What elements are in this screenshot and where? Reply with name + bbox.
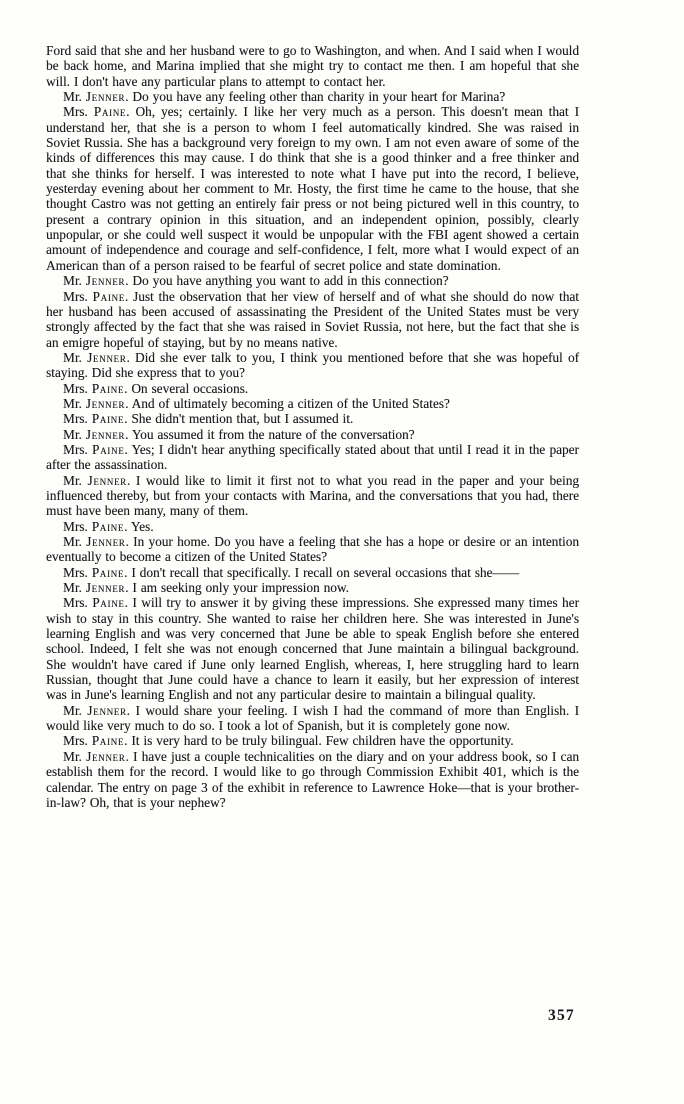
- speaker-label: Mrs. Paine.: [63, 733, 132, 749]
- paragraph-text: It is very hard to be truly bilingual. Few children have the opportunity.: [131, 733, 514, 749]
- paragraph-text: I would share your feeling. I wish I had the command of more than English. I would like very much to do so. I took a lot of Spanish, but it is completely gone now.: [46, 702, 580, 734]
- speaker-prefix: Mr.: [63, 702, 88, 718]
- speaker-name: Paine: [92, 441, 125, 457]
- testimony-paragraph: [46, 427, 579, 442]
- speaker-label: Mrs. Paine.: [63, 288, 134, 304]
- paragraph-text: I will try to answer it by giving these impressions. She expressed many times her wish to stay in this country. She wanted to raise her children here. She was interested in June's learning English and was very concerned that June be able to speak English before she entered school. Indeed, I felt she was not enough concerned that June maintain a bilingual background. She wouldn't have cared if June only learned English, whereas, I, here struggling hard to learn Russian, thought that June could have a chance to learn it easily, but her expression of interest was in June's learning English and not any particular desire to maintain a bilingual quality.: [46, 595, 580, 703]
- paragraph-text: Yes.: [130, 518, 154, 534]
- testimony-text-block: [46, 43, 579, 810]
- speaker-label: Mrs. Paine.: [63, 518, 131, 534]
- testimony-paragraph: [46, 580, 579, 595]
- paragraph-text: I have just a couple technicalities on the diary and on your address book, so I can establish them for the record. I would like to go through Commission Exhibit 401, which is the calendar. The entry on page 3 of the exhibit in reference to Lawrence Hoke—that is your brother-in-law? Oh, that is your nephew?: [46, 748, 580, 810]
- speaker-prefix: Mr.: [63, 472, 88, 488]
- paragraph-text: Ford said that she and her husband were to go to Washington, and when. And I said when I would be back home, and Marina implied that she might try to contact me then. I am hopeful that she will. I don't have any particular plans to attempt to contact her.: [46, 43, 579, 89]
- paragraph-text: Do you have any feeling other than charity in your heart for Marina?: [132, 89, 506, 105]
- speaker-label: Mr. Jenner.: [63, 472, 136, 488]
- paragraph-text: Do you have anything you want to add in this connection?: [132, 273, 449, 289]
- testimony-paragraph: [46, 703, 579, 734]
- testimony-paragraph: [46, 442, 579, 473]
- paragraph-text: I would like to limit it first not to what you read in the paper and your being influenced thereby, but from your contacts with Marina, and the conversations that you had, there must have been many, many of them.: [46, 472, 580, 519]
- speaker-prefix: Mrs.: [63, 518, 92, 534]
- speaker-name: Paine: [91, 411, 125, 427]
- speaker-prefix: Mr.: [63, 426, 86, 442]
- speaker-prefix: Mrs.: [63, 564, 92, 580]
- speaker-name: Jenner: [85, 395, 126, 411]
- testimony-paragraph: [46, 519, 579, 534]
- paragraph-text: And of ultimately becoming a citizen of the United States?: [131, 395, 450, 411]
- speaker-name: Paine: [92, 595, 125, 611]
- speaker-prefix: Mr.: [63, 89, 86, 105]
- speaker-name: Jenner: [86, 534, 126, 549]
- speaker-prefix: Mr.: [63, 349, 88, 365]
- speaker-name: Paine: [91, 733, 125, 749]
- testimony-paragraph: [46, 289, 579, 350]
- speaker-label: Mr. Jenner.: [63, 349, 135, 365]
- speaker-label: Mr. Jenner.: [63, 702, 136, 718]
- paragraph-text: Just the observation that her view of herself and of what she should do now that her husband has been accused of assassinating the President of the United States must be very strongly affected by the fact that she was raised in Soviet Russia, not here, but the fact that she is an emigre hopeful of staying, but by no means native.: [46, 288, 579, 350]
- speaker-name: Jenner: [87, 349, 127, 365]
- speaker-name: Jenner: [85, 273, 126, 289]
- speaker-label: Mr. Jenner.: [63, 395, 132, 411]
- testimony-paragraph: [46, 411, 579, 426]
- speaker-name: Jenner: [85, 89, 126, 105]
- speaker-name: Jenner: [85, 426, 126, 442]
- speaker-prefix: Mrs.: [63, 411, 92, 427]
- paragraph-text: She didn't mention that, but I assumed it.: [131, 411, 354, 427]
- page-number: 357: [548, 1007, 575, 1024]
- speaker-label: Mrs. Paine.: [63, 441, 132, 457]
- testimony-paragraph: [46, 350, 579, 381]
- paragraph-text: Did she ever talk to you, I think you mentioned before that she was hopeful of staying. Did she express that to you?: [46, 349, 580, 381]
- speaker-prefix: Mrs.: [63, 595, 93, 611]
- speaker-label: Mrs. Paine.: [63, 595, 133, 611]
- paragraph-text: Yes; I didn't hear anything specifically stated about that until I read it in the paper after the assassination.: [46, 441, 579, 473]
- testimony-paragraph: [46, 595, 579, 702]
- testimony-paragraph: [46, 273, 579, 288]
- testimony-paragraph: [46, 565, 579, 580]
- speaker-label: Mr. Jenner.: [63, 273, 133, 289]
- speaker-prefix: Mr.: [63, 748, 87, 764]
- speaker-prefix: Mrs.: [63, 441, 93, 457]
- speaker-name: Jenner: [87, 702, 127, 718]
- speaker-prefix: Mr.: [63, 534, 87, 549]
- paragraph-text: Oh, yes; certainly. I like her very much as a person. This doesn't mean that I understand her, that she is a person to whom I feel automatically kindred. She was raised in Soviet Russia. She has a background very foreign to my own. I am not even aware of some of the kinds of differences this may cause. I do think that she is a good thinker and a free thinker and that she thinks for herself. I was interested to note what I have put into the record, I believe, yesterday evening about her comment to Mr. Hosty, the first time he came to the house, that she thought Castro was not getting an entirely fair press or not being pictured well in this country, to present a contrary opinion in this situation, and an independent opinion, possibly, clearly unpopular, or she could well suspect it would be unpopular with the FBI agent showed a certain amount of independence and courage and self-confidence, I felt, more what I would expect of an American than of a person raised to be fearful of secret police and state domination.: [46, 104, 579, 273]
- testimony-paragraph: [46, 381, 579, 396]
- paragraph-text: In your home. Do you have a feeling that she has a hope or desire or an intention eventually to become a citizen of the United States?: [46, 534, 580, 565]
- speaker-label: Mr. Jenner.: [63, 426, 132, 442]
- speaker-label: Mr. Jenner.: [63, 89, 133, 105]
- speaker-name: Paine: [91, 518, 125, 534]
- speaker-name: Paine: [91, 564, 125, 580]
- speaker-label: Mr. Jenner.: [63, 748, 133, 764]
- speaker-prefix: Mr.: [63, 395, 86, 411]
- speaker-label: Mr. Jenner.: [63, 534, 134, 549]
- speaker-prefix: Mr.: [63, 273, 86, 289]
- speaker-label: Mrs. Paine.: [63, 411, 132, 427]
- testimony-paragraph: [46, 396, 579, 411]
- testimony-paragraph: [46, 749, 579, 810]
- speaker-name: Paine: [92, 288, 125, 304]
- testimony-paragraph: [46, 104, 579, 273]
- speaker-label: Mrs. Paine.: [63, 564, 132, 580]
- speaker-name: Jenner: [85, 580, 126, 596]
- speaker-prefix: Mr.: [63, 580, 86, 596]
- speaker-name: Paine: [91, 380, 125, 396]
- speaker-label: Mr. Jenner.: [63, 580, 133, 596]
- speaker-prefix: Mrs.: [63, 380, 92, 396]
- speaker-label: Mrs. Paine.: [63, 104, 136, 120]
- paragraph-text: I don't recall that specifically. I recall on several occasions that she——: [131, 564, 520, 580]
- speaker-prefix: Mrs.: [63, 288, 93, 304]
- paragraph-text: You assumed it from the nature of the conversation?: [131, 426, 415, 442]
- testimony-paragraph: [46, 473, 579, 519]
- speaker-label: Mrs. Paine.: [63, 380, 132, 396]
- testimony-paragraph: [46, 89, 579, 104]
- paragraph-text: I am seeking only your impression now.: [132, 580, 349, 596]
- paragraph-text: On several occasions.: [131, 380, 249, 396]
- testimony-paragraph: [46, 534, 579, 565]
- speaker-prefix: Mrs.: [63, 104, 94, 120]
- speaker-prefix: Mrs.: [63, 733, 92, 749]
- speaker-name: Paine: [93, 104, 127, 120]
- speaker-name: Jenner: [86, 748, 126, 764]
- testimony-paragraph: [46, 43, 579, 89]
- speaker-name: Jenner: [87, 472, 127, 488]
- testimony-paragraph: [46, 733, 579, 748]
